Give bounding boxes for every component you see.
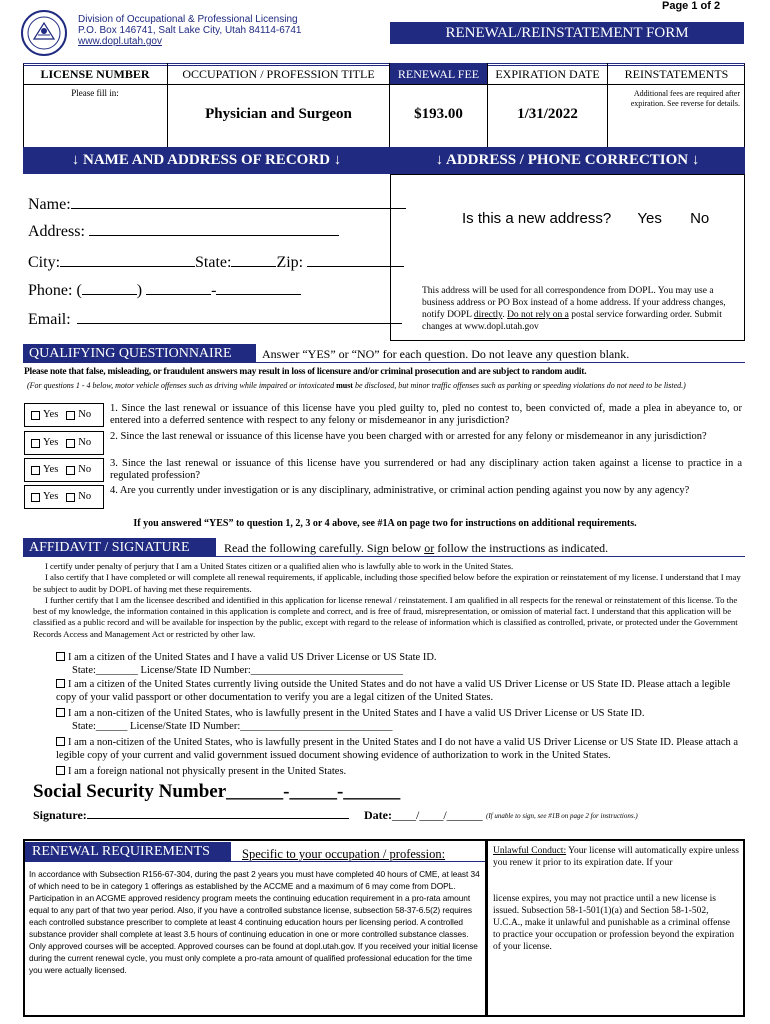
agency-website[interactable]: www.dopl.utah.gov	[78, 36, 162, 47]
form-title	[390, 22, 744, 44]
questionnaire-note	[27, 381, 739, 391]
name-address-banner-text: ↓ NAME AND ADDRESS OF RECORD ↓	[71, 152, 342, 168]
new-address-yes[interactable]: Yes	[637, 210, 662, 227]
question-2-yes-checkbox[interactable]	[31, 439, 40, 448]
question-1-yes-checkbox[interactable]	[31, 411, 40, 420]
question-1-no-checkbox[interactable]	[66, 411, 75, 420]
unlawful-text-2: license expires, you may not practice until a new license is issued. Subsection 58-1-501(1)(a) and Section 58-1-502, U.C.A., make it unlawful and punishable as a criminal offense to practice your occupation or profession beyond the expiration of your license.	[493, 894, 735, 952]
citizenship-option-2[interactable]	[56, 678, 746, 704]
phone-field[interactable]	[28, 282, 301, 300]
sign-note: (If unable to sign, see #1B on page 2 for instructions.)	[486, 812, 638, 820]
affidavit-paragraph-1: I certify under penalty of perjury that I am a United States citizen or a qualified alien who is lawfully able to work in the United States.	[45, 561, 514, 571]
zip-label: Zip:	[276, 254, 304, 271]
agency-name: Division of Occupational & Professional Licensing	[78, 14, 298, 25]
citizenship-option-1[interactable]	[56, 651, 746, 677]
affidavit-text	[33, 561, 743, 640]
question-1-text: 1. Since the last renewal or issuance of this license have you pled guilty to, pled no contest to, been convicted of, made a plea in abeyance to, or entered into a deferred sentence with respect to any felony or misdemeanor in any jurisdiction?	[110, 403, 742, 426]
renewal-title	[25, 842, 231, 861]
citizenship-option-3[interactable]	[56, 707, 746, 733]
questionnaire-divider	[23, 362, 745, 363]
address-correction-note	[422, 285, 740, 333]
citizenship-option-3-checkbox[interactable]	[56, 708, 65, 717]
affidavit-instruction-part-2: follow the instructions as indicated.	[434, 541, 609, 555]
questionnaire-note-part-2: be disclosed, but minor traffic offenses such as parking or speeding violations do not need to be listed.)	[352, 381, 686, 390]
phone-label: Phone: (	[28, 282, 82, 299]
city-state-zip-field[interactable]	[28, 254, 404, 272]
question-1-yes-label: Yes	[43, 409, 59, 420]
question-4-yes-checkbox[interactable]	[31, 493, 40, 502]
fee-header-text: RENEWAL FEE	[397, 67, 480, 81]
correction-note-do-not-rely: Do not rely on a	[507, 310, 569, 320]
citizenship-option-2-checkbox[interactable]	[56, 679, 65, 688]
occupation-header: OCCUPATION / PROFESSION TITLE	[182, 67, 375, 81]
question-2-answer[interactable]	[24, 431, 104, 455]
new-address-field[interactable]	[393, 238, 742, 278]
question-4-answer[interactable]	[24, 485, 104, 509]
license-number-input[interactable]	[26, 100, 164, 145]
question-4-no-checkbox[interactable]	[66, 493, 75, 502]
question-3-yes-label: Yes	[43, 464, 59, 475]
ssn-blank: ______-_____-______	[226, 781, 401, 802]
occupation-value: Physician and Surgeon	[205, 106, 352, 122]
address-field[interactable]	[28, 223, 339, 241]
new-address-question	[462, 210, 709, 227]
address-correction-banner	[390, 147, 745, 174]
citizenship-option-4[interactable]	[56, 736, 746, 762]
question-1	[24, 403, 742, 430]
citizenship-option-1-text: I am a citizen of the United States and I have a valid US Driver License or US State ID.	[68, 652, 437, 663]
question-2-no-label: No	[78, 437, 92, 448]
questionnaire-note-part-1: (For questions 1 - 4 below, motor vehicle offenses such as driving while impaired or intoxicated	[27, 381, 337, 390]
question-1-answer[interactable]	[24, 403, 104, 427]
affidavit-title	[23, 538, 216, 557]
correction-note-part-2: .	[502, 310, 508, 320]
signature-field[interactable]	[33, 808, 349, 823]
fee-header	[390, 64, 487, 84]
renewal-body: In accordance with Subsection R156-67-304, during the past 2 years you must have completed 40 hours of CME, at least 34 of which need to be in category 1 offerings as established by the ACCME and a maximum of 6 may come from DOPL. Participation in an ACGME approved residency program meets the continuing education requirement in a pro-rata amount equal to any part of that two year period. Also, if you have a controlled substance license, subsection 58-37-6.5(2) requires each controlled substance prescriber to complete at least 4 continuing education hours per licensing period. A controlled substance provider shall complete at least 3.5 hours of continuing education in one or more controlled substance classes. Only approved courses will be accepted. Approved courses can be found at dopl.utah.gov. If you received your initial license during the current renewal cycle, you must only complete a pro-rata amount of qualified professional education for the time you were actually licensed.	[29, 869, 480, 975]
unlawful-part-1: Your license will automatically expire unless you renew it prior to its expiration date. If your	[493, 846, 739, 868]
correction-note-part-1: This address will be used for all correspondence from DOPL. You may use a business address or PO Box instead of a home address. If your address changes, notify DOPL	[422, 286, 726, 320]
new-address-no[interactable]: No	[690, 210, 710, 227]
name-field[interactable]	[28, 196, 406, 214]
question-3	[24, 458, 742, 485]
question-2	[24, 431, 742, 458]
correction-note-part-3: postal service forwarding order. Submit changes at www.dopl.utah.gov	[422, 310, 722, 332]
citizenship-option-3-text: I am a non-citizen of the United States, who is lawfully present in the United States and I have a valid US Driver License or US State ID.	[68, 708, 645, 719]
question-3-no-checkbox[interactable]	[66, 466, 75, 475]
unlawful-label: Unlawful Conduct:	[493, 846, 567, 856]
correction-note-directly: directly	[473, 310, 503, 320]
citizenship-option-5-checkbox[interactable]	[56, 766, 65, 775]
questionnaire-warning: Please note that false, misleading, or fraudulent answers may result in loss of licensure and/or criminal prosecution and are subject to random audit.	[24, 367, 587, 377]
citizenship-option-4-checkbox[interactable]	[56, 737, 65, 746]
name-address-banner	[23, 147, 390, 174]
state-label: State:	[195, 254, 232, 271]
affidavit-paragraph-3: I further certify that I am the licensee described and identified in this application for license renewal / reinstatement. I am qualified in all respects for the renewal or reinstatement of this license. To the best of my knowledge, the information contained in this application is complete and correct, and is free of fraud, misrepresentation, or omission of material fact. I understand that this application will be classified as a public record and will be available for inspection by the public, except with regard to the release of information which is classified as controlled, private, or protected under the Government Records Access and Management Act or restricted by other law.	[33, 594, 738, 639]
questionnaire-title-text: QUALIFYING QUESTIONNAIRE	[29, 346, 232, 361]
unlawful-text-1	[493, 845, 739, 869]
phone-paren: )	[136, 282, 143, 299]
address-correction-banner-text: ↓ ADDRESS / PHONE CORRECTION ↓	[435, 152, 700, 168]
expiration-value: 1/31/2022	[517, 106, 578, 122]
affidavit-instruction	[224, 541, 608, 556]
reinstatements-header: REINSTATEMENTS	[624, 67, 729, 81]
fee-value: $193.00	[414, 106, 463, 122]
date-blank: ____/____/______	[391, 808, 483, 822]
renewal-title-text: RENEWAL REQUIREMENTS	[32, 844, 210, 859]
state-seal-icon	[20, 9, 68, 57]
citizenship-option-4-text: I am a non-citizen of the United States, who is lawfully present in the United States and I do not have a valid US Driver License or US State ID. Please attach a legible copy of your current and valid government issued document showing evidence of authorization to work in the United States.	[56, 737, 739, 761]
expiration-header: EXPIRATION DATE	[495, 67, 600, 81]
question-1-no-label: No	[78, 409, 92, 420]
questionnaire-note-must: must	[336, 381, 353, 390]
citizenship-option-3-detail[interactable]: State:______ License/State ID Number:_____________________________	[72, 721, 393, 732]
signature-label: Signature:	[33, 808, 87, 822]
name-label: Name:	[28, 196, 71, 213]
questionnaire-title	[23, 344, 256, 363]
reinstatements-note: Additional fees are required after expiration. See reverse for details.	[630, 89, 740, 108]
ssn-label: Social Security Number	[33, 781, 227, 802]
license-number-header: LICENSE NUMBER	[40, 67, 150, 81]
address-label: Address:	[28, 223, 85, 240]
questionnaire-followup: If you answered “YES” to question 1, 2, 3 or 4 above, see #1A on page two for instructions on additional requirements.	[133, 518, 637, 529]
question-3-answer[interactable]	[24, 458, 104, 482]
question-3-text: 3. Since the last renewal or issuance of this license have you surrendered or had any disciplinary action taken against a license to practice in a regulated profession?	[110, 458, 742, 481]
affidavit-instruction-part-1: Read the following carefully. Sign below	[224, 541, 425, 555]
citizenship-option-2-text: I am a citizen of the United States currently living outside the United States and do not have a valid US Driver License or US State ID. Please attach a legible copy of your valid passport or other documentation to verify you are a legal citizen of the United States.	[56, 679, 731, 703]
renewal-subtitle: Specific to your occupation / profession:	[242, 847, 446, 861]
affidavit-title-text: AFFIDAVIT / SIGNATURE	[29, 540, 190, 555]
citizenship-option-1-checkbox[interactable]	[56, 652, 65, 661]
page-number: Page 1 of 2	[662, 0, 721, 12]
question-4-no-label: No	[78, 491, 92, 502]
question-3-yes-checkbox[interactable]	[31, 466, 40, 475]
questionnaire-instruction: Answer “YES” or “NO” for each question. Do not leave any question blank.	[262, 347, 630, 361]
agency-address: P.O. Box 146741, Salt Lake City, Utah 84114-6741	[78, 25, 302, 36]
citizenship-option-5[interactable]	[56, 765, 746, 778]
question-3-no-label: No	[78, 464, 92, 475]
citizenship-option-1-detail[interactable]: State:________ License/State ID Number:_____________________________	[72, 665, 404, 676]
license-number-hint: Please fill in:	[71, 88, 119, 98]
email-field[interactable]	[28, 311, 402, 329]
affidavit-paragraph-2: I also certify that I have completed or will complete all renewal requirements, if applicable, including those specified below before the expiration or reinstatement of my license. I understand that I may be subject to audit by DOPL of having met these requirements.	[33, 572, 741, 594]
question-4	[24, 485, 742, 512]
email-label: Email:	[28, 311, 71, 328]
question-2-yes-label: Yes	[43, 437, 59, 448]
form-title-text: RENEWAL/REINSTATEMENT FORM	[445, 25, 689, 41]
question-4-yes-label: Yes	[43, 491, 59, 502]
question-4-text: 4. Are you currently under investigation or is any disciplinary, administrative, or criminal action pending against you now by any agency?	[110, 485, 690, 496]
phone-dash: -	[211, 282, 217, 299]
citizenship-option-5-text: I am a foreign national not physically present in the United States.	[68, 766, 347, 777]
affidavit-divider	[23, 556, 745, 557]
new-address-question-text: Is this a new address?	[462, 210, 612, 227]
question-2-no-checkbox[interactable]	[66, 439, 75, 448]
date-field[interactable]	[364, 808, 483, 823]
ssn-field[interactable]	[33, 781, 400, 803]
city-label: City:	[28, 254, 61, 271]
affidavit-instruction-or: or	[424, 541, 435, 555]
date-label: Date:	[364, 808, 392, 822]
question-2-text: 2. Since the last renewal or issuance of this license have you been charged with or arrested for any felony or misdemeanor in any jurisdiction?	[110, 431, 707, 442]
